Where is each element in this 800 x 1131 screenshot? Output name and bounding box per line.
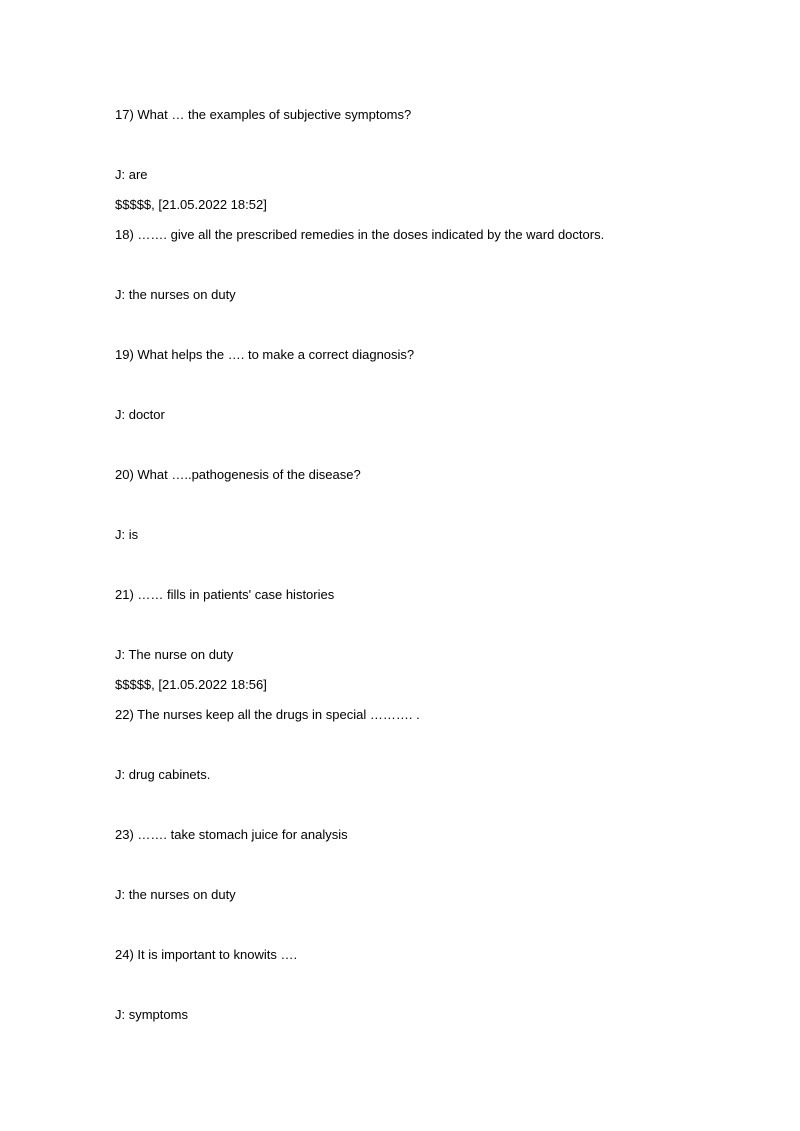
question-21: 21) …… fills in patients' case histories [115, 587, 335, 602]
message-timestamp-1: $$$$$, [21.05.2022 18:52] [115, 197, 267, 212]
answer-18: J: the nurses on duty [115, 287, 236, 302]
question-17: 17) What … the examples of subjective symptoms? [115, 107, 412, 122]
answer-22: J: drug cabinets. [115, 767, 211, 782]
question-22: 22) The nurses keep all the drugs in special ………. . [115, 707, 420, 722]
answer-21: J: The nurse on duty [115, 647, 234, 662]
question-23: 23) ……. take stomach juice for analysis [115, 827, 348, 842]
answer-19: J: doctor [115, 407, 165, 422]
answer-24: J: symptoms [115, 1007, 188, 1022]
answer-23: J: the nurses on duty [115, 887, 236, 902]
question-19: 19) What helps the …. to make a correct diagnosis? [115, 347, 415, 362]
question-18: 18) ……. give all the prescribed remedies in the doses indicated by the ward doctors. [115, 227, 605, 242]
question-20: 20) What …..pathogenesis of the disease? [115, 467, 361, 482]
answer-17: J: are [115, 167, 148, 182]
message-timestamp-2: $$$$$, [21.05.2022 18:56] [115, 677, 267, 692]
answer-20: J: is [115, 527, 139, 542]
question-24: 24) It is important to knowits …. [115, 947, 298, 962]
